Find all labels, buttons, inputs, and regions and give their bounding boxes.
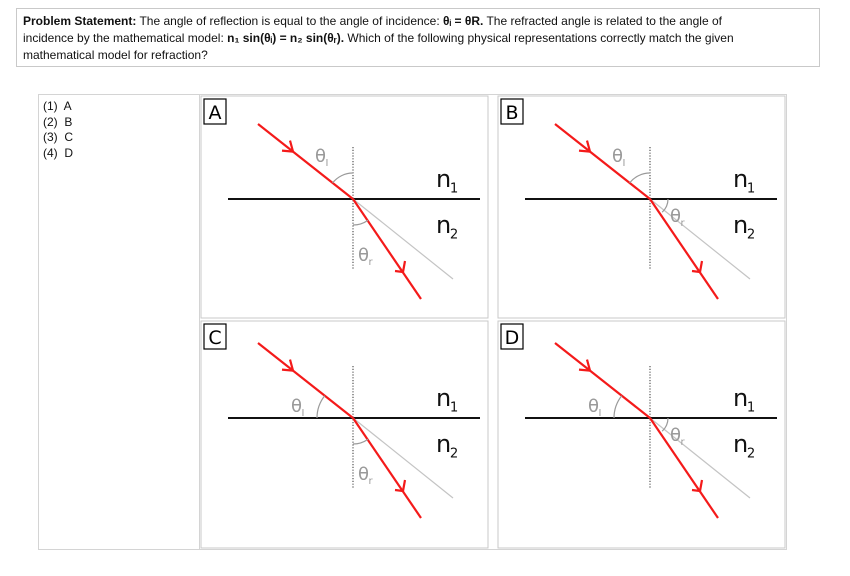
theta-r-label-sub: r xyxy=(680,217,685,229)
theta-i-label-sub: I xyxy=(325,157,329,169)
n1-label-sub: 1 xyxy=(449,400,459,416)
problem-line-3 xyxy=(23,47,813,64)
theta-r-label-base: θ xyxy=(670,206,682,227)
n2-label-base: n xyxy=(436,430,452,458)
problem-text-3: mathematical model for refraction? xyxy=(23,48,208,62)
panel-frame xyxy=(201,96,488,318)
figure-cell xyxy=(200,95,786,549)
problem-statement xyxy=(16,8,820,67)
n2-label-base: n xyxy=(733,430,749,458)
option-4[interactable]: (4) D xyxy=(43,145,73,160)
option-2[interactable]: (2) B xyxy=(43,114,73,129)
problem-text-2b: Which of the following physical representations correctly match the given xyxy=(344,31,734,45)
theta-i-label-base: θ xyxy=(588,396,600,417)
problem-line-2 xyxy=(23,30,813,47)
panel-a xyxy=(201,96,488,318)
panel-letter: D xyxy=(504,327,520,349)
theta-i-label-base: θ xyxy=(315,146,327,167)
n2-label-base: n xyxy=(733,211,749,239)
option-3[interactable]: (3) C xyxy=(43,130,73,144)
panel-letter: A xyxy=(208,102,222,124)
n2-label-sub: 2 xyxy=(449,446,459,462)
reflection-equation: θᵢ = θR. xyxy=(443,14,484,28)
n1-label-sub: 1 xyxy=(746,400,756,416)
problem-text-1: The angle of reflection is equal to the angle of incidence: xyxy=(136,14,444,28)
theta-i-label-base: θ xyxy=(612,146,624,167)
problem-line-1 xyxy=(23,13,813,30)
snell-equation: n₁ sin(θᵢ) = n₂ sin(θᵣ). xyxy=(227,31,345,45)
n2-label-sub: 2 xyxy=(746,446,756,462)
panel-frame xyxy=(498,96,785,318)
theta-r-label-base: θ xyxy=(358,245,370,266)
theta-r-label-base: θ xyxy=(670,425,682,446)
n1-label-sub: 1 xyxy=(449,181,459,197)
n1-label-base: n xyxy=(436,165,452,193)
theta-r-label-base: θ xyxy=(358,464,370,485)
n1-label-base: n xyxy=(733,384,749,412)
options-column xyxy=(39,95,200,549)
theta-i-label-sub: I xyxy=(301,407,305,419)
theta-i-label-sub: I xyxy=(598,407,602,419)
panel-d xyxy=(498,321,785,548)
theta-r-label-sub: r xyxy=(368,475,373,487)
panel-b xyxy=(498,96,785,318)
panel-letter: C xyxy=(208,327,222,349)
theta-i-label-sub: I xyxy=(622,157,626,169)
theta-r-label-sub: r xyxy=(368,256,373,268)
theta-i-label-base: θ xyxy=(291,396,303,417)
n2-label-sub: 2 xyxy=(746,227,756,243)
panel-letter: B xyxy=(505,102,519,124)
theta-r-label-sub: r xyxy=(680,436,685,448)
problem-text-1b: The refracted angle is related to the angle of xyxy=(483,14,722,28)
refraction-figures xyxy=(200,95,786,549)
n2-label-base: n xyxy=(436,211,452,239)
n1-label-base: n xyxy=(733,165,749,193)
n1-label-base: n xyxy=(436,384,452,412)
n1-label-sub: 1 xyxy=(746,181,756,197)
panel-c xyxy=(201,321,488,548)
problem-label: Problem Statement: xyxy=(23,14,137,28)
problem-text-2a: incidence by the mathematical model: xyxy=(23,31,228,45)
option-1[interactable]: (1) A xyxy=(43,99,72,113)
answer-table xyxy=(38,94,787,550)
n2-label-sub: 2 xyxy=(449,227,459,243)
